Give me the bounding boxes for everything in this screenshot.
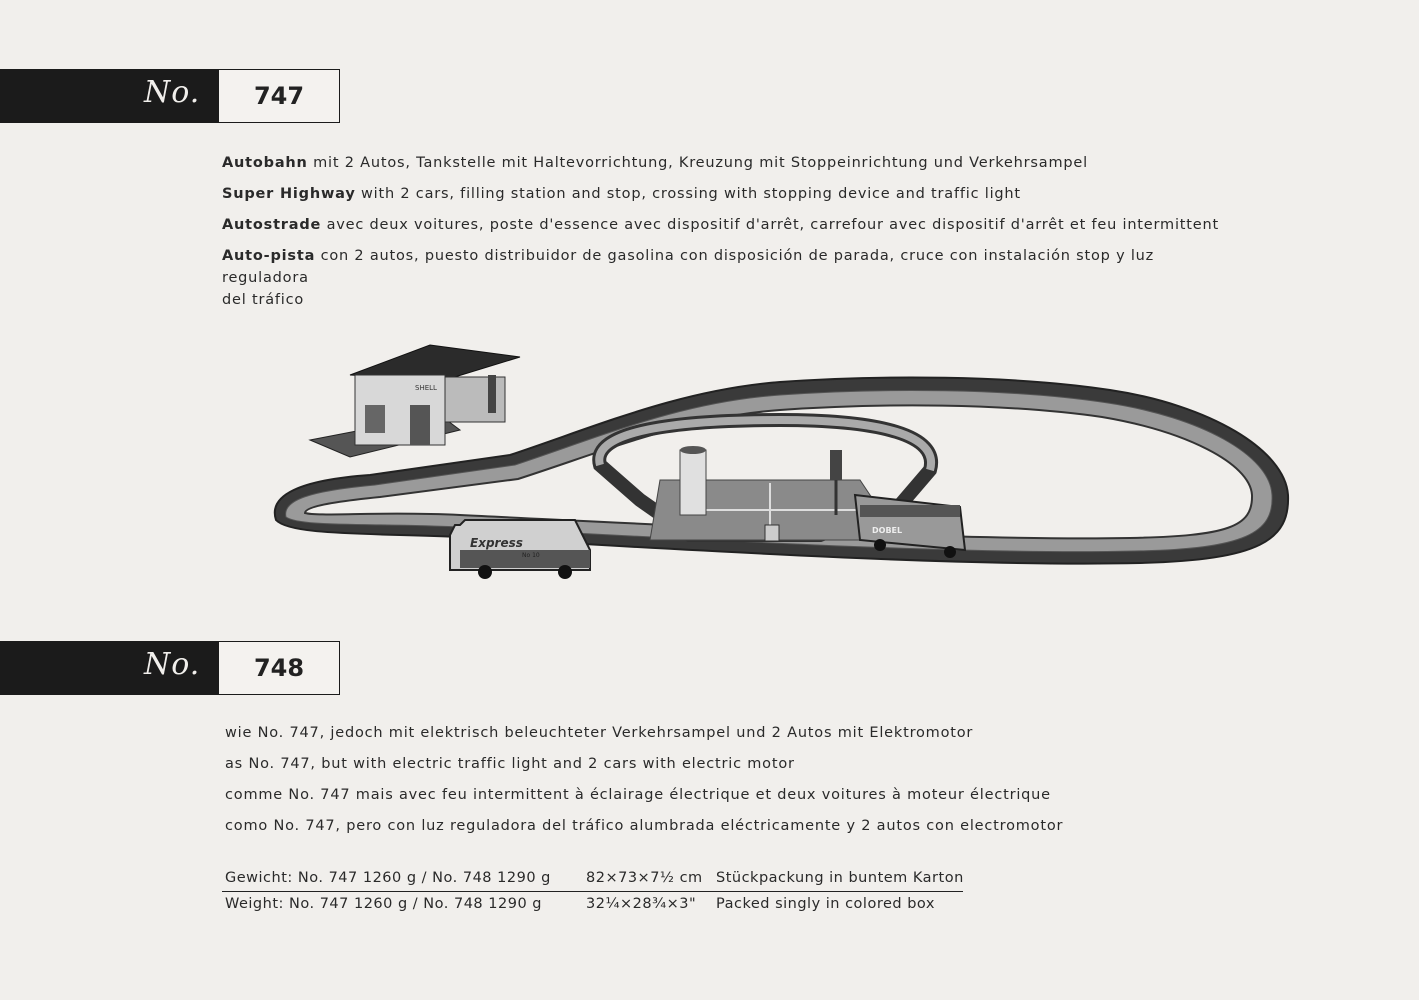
line-german	[222, 152, 1088, 174]
item-747-header	[0, 69, 340, 123]
line-spanish	[222, 245, 1232, 311]
weight-english: Weight: No. 747 1260 g / No. 748 1290 g	[225, 896, 542, 912]
product-illustration	[260, 335, 1300, 585]
express-van	[450, 520, 590, 579]
item-748-header	[0, 641, 340, 695]
size-imperial: 32¼×28¾×3"	[586, 896, 697, 912]
line-bold: Autostrade	[222, 217, 322, 233]
advert-column	[680, 450, 706, 515]
line-text: mit 2 Autos, Tankstelle mit Haltevorrichtung, Kreuzung mit Stoppeinrichtung und Verkehrsampel	[307, 155, 1088, 171]
packing-german: Stückpackung in buntem Karton	[716, 870, 964, 886]
no-label: No.	[144, 647, 201, 682]
line-german: wie No. 747, jedoch mit elektrisch beleuchteter Verkehrsampel und 2 Autos mit Elektromotor	[225, 725, 974, 741]
size-metric: 82×73×7½ cm	[586, 870, 703, 886]
line-english: as No. 747, but with electric traffic light and 2 cars with electric motor	[225, 756, 795, 772]
traffic-light	[830, 450, 842, 480]
packing-english: Packed singly in colored box	[716, 896, 935, 912]
specs-divider	[222, 891, 963, 892]
line-bold: Super Highway	[222, 186, 356, 202]
line-text: avec deux voitures, poste d'essence avec dispositif d'arrêt, carrefour avec dispositif d'arrêt et feu intermittent	[321, 217, 1219, 233]
line-english	[222, 183, 1021, 205]
line-text-continued: del tráfico	[222, 292, 305, 308]
line-spanish: como No. 747, pero con luz reguladora del tráfico alumbrada eléctricamente y 2 autos con electromotor	[225, 818, 1064, 834]
line-french	[222, 214, 1219, 236]
line-text: with 2 cars, filling station and stop, crossing with stopping device and traffic light	[355, 186, 1021, 202]
van-label: Express	[470, 536, 523, 550]
line-bold: Auto-pista	[222, 248, 316, 264]
line-french: comme No. 747 mais avec feu intermittent à éclairage électrique et deux voitures à moteur électrique	[225, 787, 1051, 803]
stop-post	[765, 525, 779, 541]
filling-station	[310, 345, 520, 457]
line-text: con 2 autos, puesto distribuidor de gasolina con disposición de parada, cruce con instalación stop y luz reguladora	[222, 248, 1155, 286]
van-number: No 10	[522, 552, 540, 559]
item-number-748: 748	[253, 654, 305, 682]
weight-german: Gewicht: No. 747 1260 g / No. 748 1290 g	[225, 870, 551, 886]
bus-label: DOBEL	[872, 526, 903, 535]
number-box	[218, 69, 340, 123]
station-sign: SHELL	[415, 384, 437, 392]
line-bold: Autobahn	[222, 155, 308, 171]
no-label: No.	[144, 75, 201, 110]
number-box	[218, 641, 340, 695]
item-number-747: 747	[253, 82, 305, 110]
